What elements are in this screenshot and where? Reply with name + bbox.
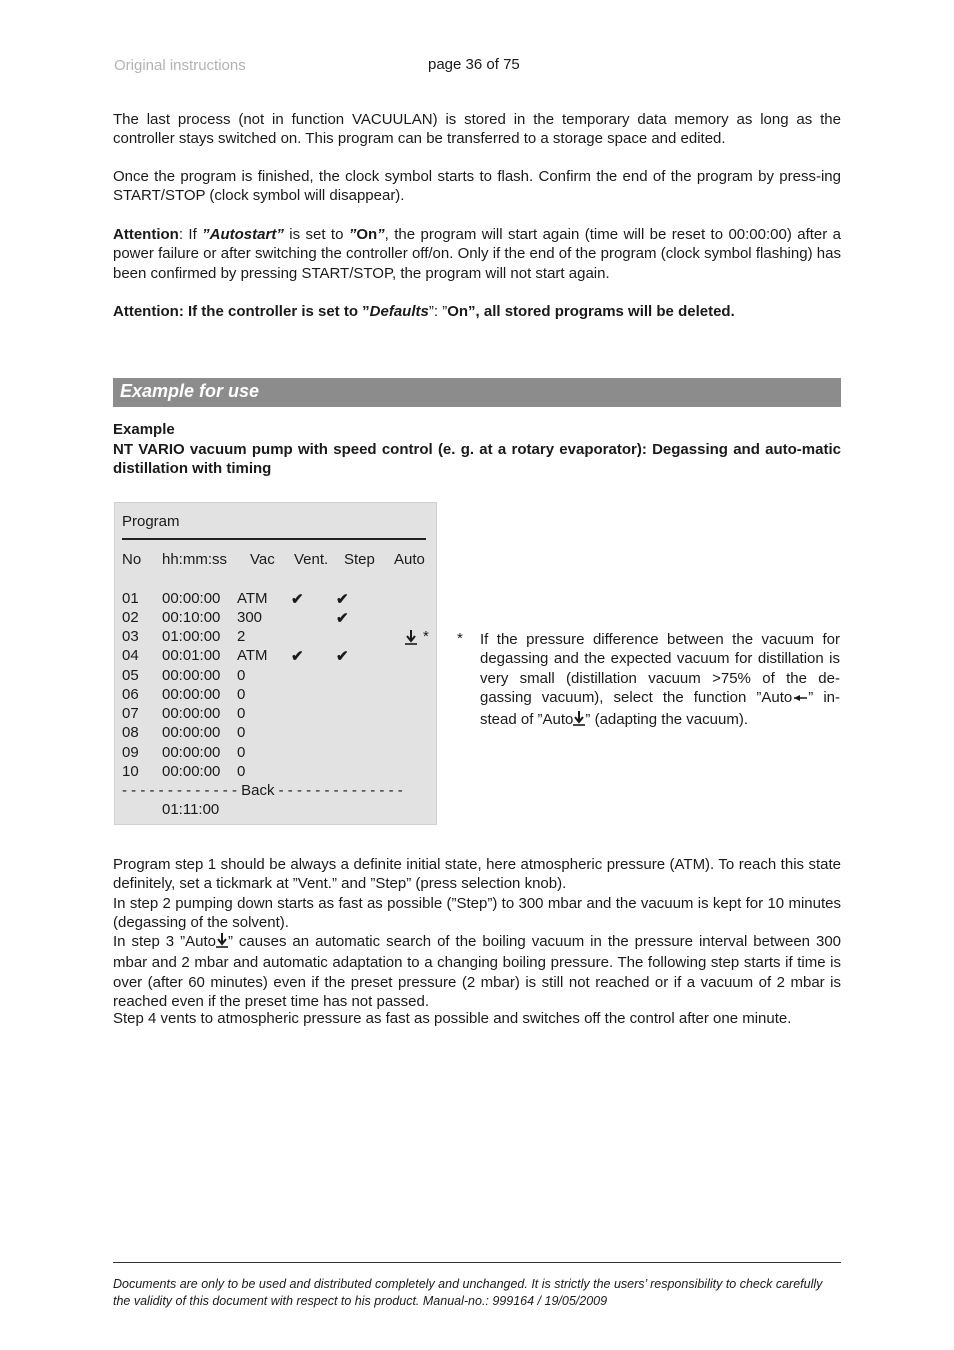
program-row: 03 01:00:00 2 * — [115, 628, 438, 647]
check-icon: ✔ — [291, 648, 304, 665]
footnote-text: If the pressure difference between the vacuum for degassing and the expected vacuum for distillation is very small (distillation vacuum >75% of the de-gassing vacuum), select the function ”Auto ” in-stead of ”Auto ” (adapting the vacuum). — [480, 630, 840, 731]
check-icon: ✔ — [291, 591, 304, 608]
explanation-step-1: Program step 1 should be always a definite initial state, here atmospheric pressure (ATM). To reach this state definitely, set a tickmark at ”Vent.” and ”Step” (press selection knob). — [113, 856, 841, 893]
col-header-vac: Vac — [250, 551, 275, 568]
auto-left-arrow-icon — [792, 690, 808, 709]
program-back-link: - - - - - - - - - - - - - Back - - - - - - - - - - - - - - — [122, 782, 403, 799]
program-row: 06 00:00:00 0 — [122, 686, 246, 703]
footnote-star: * — [457, 630, 463, 647]
paragraph-clock-symbol: Once the program is finished, the clock symbol starts to flash. Confirm the end of the program by press-ing START/STOP (clock symbol will disappear). — [113, 168, 841, 205]
attention-label: Attention — [113, 226, 179, 243]
section-title: Example for use — [120, 381, 260, 401]
program-title: Program — [122, 513, 180, 530]
paragraph-last-process: The last process (not in function VACUULAN) is stored in the temporary data memory as long as the controller stays switched on. This program can be transferred to a storage space and edited. — [113, 111, 841, 148]
check-icon: ✔ — [336, 591, 349, 608]
program-row: 09 00:00:00 0 — [122, 744, 246, 761]
paragraph-attention-defaults: Attention: If the controller is set to ”Defaults”: ”On”, all stored programs will be deleted. — [113, 303, 735, 320]
program-row: 02 00:10:00 300 ✔ — [122, 609, 349, 627]
paragraph-attention-autostart: Attention: If ”Autostart” is set to ”On”, the program will start again (time will be reset to 00:00:00) after a power failure or after switching the controller off/on. Only if the end of the program (clock symbol flashing) has been confirmed by pressing START/STOP, the program will not start again. — [113, 226, 842, 282]
auto-down-arrow-icon — [573, 710, 585, 731]
footer-divider — [113, 1262, 841, 1263]
check-icon: ✔ — [336, 610, 349, 627]
col-header-step: Step — [344, 551, 375, 568]
example-title: NT VARIO vacuum pump with speed control (e. g. at a rotary evaporator): Degassing and auto-matic distillation with timing — [113, 441, 841, 478]
program-row: 04 00:01:00 ATM ✔ ✔ — [122, 647, 349, 665]
auto-down-arrow-icon — [405, 629, 417, 649]
program-row: 01 00:00:00 ATM ✔ ✔ — [122, 590, 349, 608]
col-header-no: No — [122, 551, 142, 568]
program-divider — [122, 538, 426, 540]
program-row: 08 00:00:00 0 — [122, 724, 246, 741]
col-header-auto: Auto — [394, 551, 425, 568]
explanation-step-3: In step 3 ”Auto ” causes an automatic search of the boiling vacuum in the pressure interval between 300 mbar and 2 mbar and automatic adaptation to a changing boiling pressure. The following step starts if time is over (after 60 minutes) even if the preset pressure (2 mbar) is still not reached or if a vacuum of 2 mbar is reached even if the preset time has not passed. — [113, 933, 841, 1011]
autostart-term: ”Autostart” — [202, 226, 284, 243]
auto-down-arrow-icon — [216, 932, 228, 953]
program-table — [114, 502, 437, 825]
col-header-vent: Vent. — [294, 551, 329, 568]
header-left-title: Original instructions — [114, 57, 246, 74]
program-row: 05 00:00:00 0 — [122, 667, 246, 684]
col-header-time: hh:mm:ss — [162, 551, 228, 568]
explanation-step-4: Step 4 vents to atmospheric pressure as fast as possible and switches off the control after one minute. — [113, 1010, 792, 1027]
defaults-term: Defaults — [369, 303, 429, 320]
program-row: 07 00:00:00 0 — [122, 705, 246, 722]
program-total-time: 01:11:00 — [162, 801, 220, 818]
page-number: page 36 of 75 — [428, 56, 520, 73]
explanation-step-2: In step 2 pumping down starts as fast as possible (”Step”) to 300 mbar and the vacuum is kept for 10 minutes (degassing of the solvent). — [113, 895, 841, 932]
footer-disclaimer: Documents are only to be used and distributed completely and unchanged. It is strictly the users’ responsibility to check carefully the validity of this document with respect to his product. Manual-no.: 999164 / 19/05/2009 — [113, 1277, 823, 1308]
check-icon: ✔ — [336, 648, 349, 665]
section-heading-bar — [113, 378, 841, 407]
example-label: Example — [113, 421, 175, 438]
on-term: On — [356, 226, 378, 243]
program-row: 10 00:00:00 0 — [122, 763, 246, 780]
